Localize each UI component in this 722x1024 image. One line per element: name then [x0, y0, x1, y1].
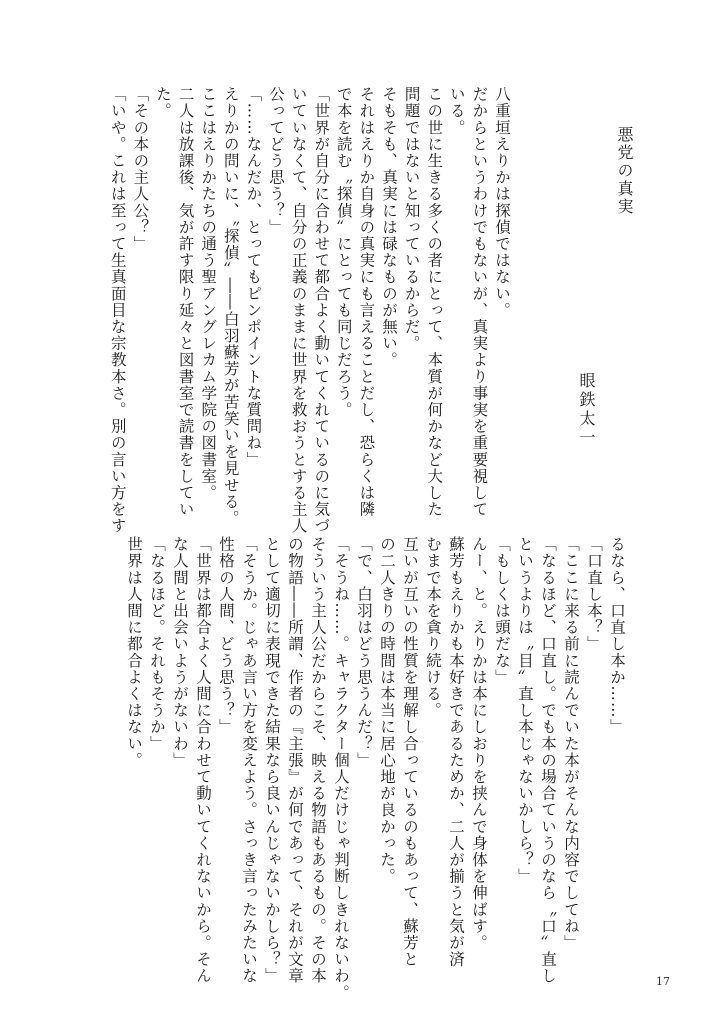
text-line: 蘇芳もえりかも本好きであるためか、二人が揃うと気が済: [447, 536, 465, 968]
text-line: 「そうね……。キャラクター個人だけじゃ判断しきれないわ。: [332, 536, 350, 1001]
text-line: だからというわけでもないが、真実より事実を重要視して: [470, 86, 489, 518]
text-line: 「もしくは頭だな」: [493, 536, 511, 686]
text-line: 「口直し本？」: [585, 536, 603, 653]
text-line: 「なるほど。それもそうか」: [148, 536, 166, 752]
text-line: それはえりか自身の真実にも言えることだし、恐らくは隣: [357, 86, 376, 518]
text-line: んー、と。えりかは本にしおりを挟んで身体を伸ばす。: [470, 536, 488, 951]
text-line: 「世界が自分に合わせて都合よく動いてくれているのに気づ: [312, 86, 331, 535]
text-line: いていなくて、自分の正義のままに世界を救おうとする主人: [289, 86, 308, 535]
text-line: そういう主人公だからこそ、映える物語もあるもの。その本: [309, 536, 327, 985]
text-line: 公ってどう思う？」: [267, 86, 285, 236]
text-line: この世に生きる多くの者にとって、本質が何かなど大した: [425, 86, 444, 518]
text-line: 「で、白羽はどう思うんだ？」: [355, 536, 373, 769]
text-line: 「そうか。じゃあ言い方を変えよう。さっき言ったみたいな: [240, 536, 258, 985]
text-line: むまで本を貪り続ける。: [424, 536, 442, 719]
text-line: な人間と出会いようがないわ」: [171, 536, 189, 769]
text-line: 世界は人間に都合よくはない。: [125, 536, 143, 769]
text-line: 問題ではないと知っているからだ。: [402, 86, 421, 352]
text-line: 「いや。これは至って生真面目な宗教本さ。別の言い方をす: [108, 86, 127, 535]
text-line: 「ここに来る前に読んでいた本がそんな内容でしてね」: [562, 536, 580, 951]
author-name: 眼鉄太一: [577, 372, 596, 448]
text-line: として適切に表現できた結果なら良いんじゃないかしら？」: [263, 536, 281, 985]
text-line: 互いが互いの性質を理解し合っているのもあって、蘇芳と: [401, 536, 419, 968]
text-line: ここはえりかたちの通う聖アングレカム学院の図書室。: [199, 86, 218, 501]
text-line: た。: [154, 86, 172, 120]
text-line: の二人きりの時間は本当に居心地が良かった。: [378, 536, 396, 885]
text-line: 八重垣えりかは探偵ではない。: [493, 86, 511, 319]
text-line: 性格の人間、どう思う？」: [217, 536, 235, 736]
text-line: 「……なんだか、とってもピンポイントな質問ね」: [244, 86, 263, 468]
text-line: 「なるほど、口直し。でも本の場合ていうのなら〝口〟直し: [539, 536, 557, 985]
text-line: 二人は放課後、気が許す限り延々と図書室で読書をしてい: [176, 86, 195, 518]
text-line: 「世界は都合よく人間に合わせて動いてくれないから。そん: [194, 536, 212, 985]
text-line: いる。: [447, 86, 466, 136]
story-title: 悪党の真実: [615, 126, 634, 216]
text-line: そもそも、真実には碌なものが無い。: [380, 86, 398, 369]
text-line: というよりは〝目〟直し本じゃないかしら？」: [516, 536, 534, 885]
text-line: えりかの問いに、〝探偵〟――白羽蘇芳が苦笑いを見せる。: [221, 86, 240, 527]
text-line: るなら、口直し本か……」: [608, 536, 626, 736]
text-line: 「その本の主人公？」: [131, 86, 150, 252]
page-number: 17: [656, 975, 670, 988]
text-line: で本を読む〝探偵〟にとっても同じだろう。: [334, 86, 353, 418]
text-line: の物語――所謂、作者の『主張』が何であって、それが文章: [286, 536, 304, 985]
